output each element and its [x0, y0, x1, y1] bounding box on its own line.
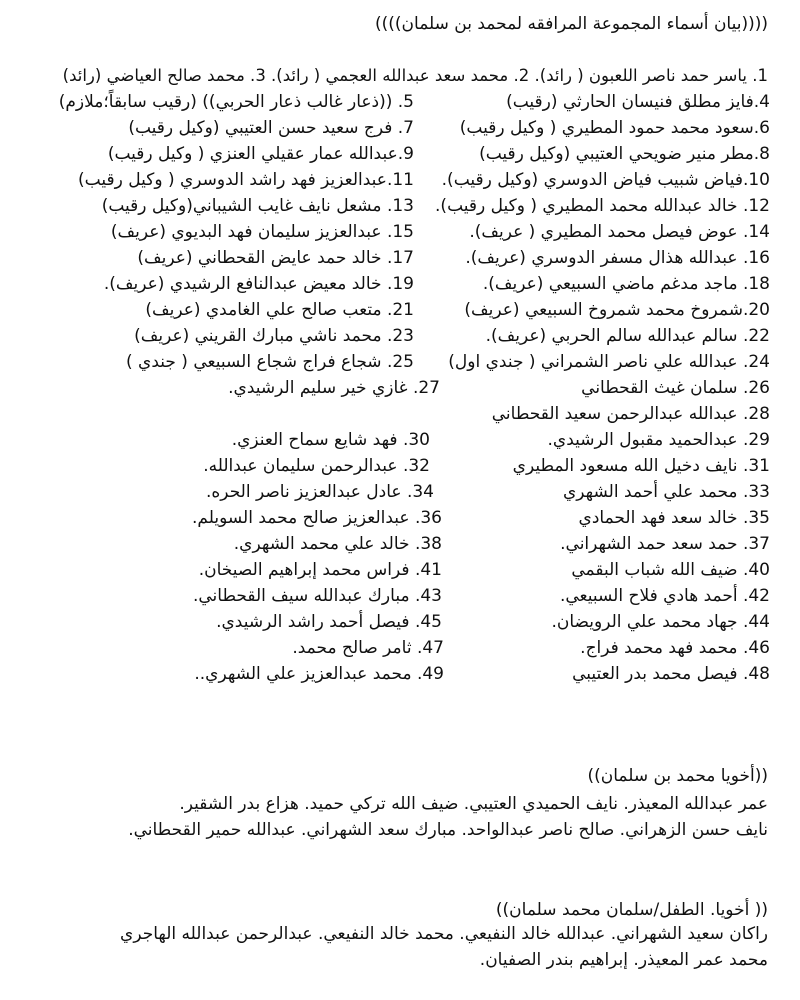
list-item: 47. ثامر صالح محمد. — [292, 638, 444, 658]
list-item: 45. فيصل أحمد راشد الرشيدي. — [216, 612, 442, 632]
list-item: 9.عبدالله عمار عقيلي العنزي ( وكيل رقيب) — [107, 144, 414, 164]
list-item: 4.فايز مطلق فنيسان الحارثي (رقيب) — [506, 92, 770, 112]
list-item: 44. جهاد محمد علي الرويضان. — [551, 612, 770, 632]
list-item: 36. عبدالعزيز صالح محمد السويلم. — [192, 508, 442, 528]
list-item: 42. أحمد هادي فلاح السبيعي. — [559, 586, 770, 606]
list-item: 25. شجاع فراج شجاع السبيعي ( جندي ) — [126, 352, 414, 372]
section-title: (( أخويا. الطفل/سلمان محمد سلمان)) — [495, 900, 768, 920]
list-item: 41. فراس محمد إبراهيم الصيخان. — [198, 560, 442, 580]
list-item: 38. خالد علي محمد الشهري. — [233, 534, 442, 554]
list-item: 24. عبدالله علي ناصر الشمراني ( جندي اول) — [448, 352, 770, 372]
list-item: 13. مشعل نايف غايب الشيباني(وكيل رقيب) — [101, 196, 414, 216]
list-item: 43. مبارك عبدالله سيف القحطاني. — [192, 586, 442, 606]
list-item: 46. محمد فهد محمد فراج. — [580, 638, 770, 658]
list-item: 30. فهد شايع سماح العنزي. — [231, 430, 430, 450]
list-item: 28. عبدالله عبدالرحمن سعيد القحطاني — [491, 404, 770, 424]
list-item: 18. ماجد مدغم ماضي السبيعي (عريف). — [482, 274, 770, 294]
list-row-1: 1. ياسر حمد ناصر اللعبون ( رائد). 2. محمد سعد عبدالله العجمي ( رائد). 3. محمد صالح العياضي (رائد) — [62, 66, 768, 85]
list-item: 10.فياض شبيب فياض الدوسري (وكيل رقيب). — [441, 170, 770, 190]
list-item: 7. فرج سعيد حسن العتيبي (وكيل رقيب) — [128, 118, 414, 138]
names-line: محمد عمر المعيذر. إبراهيم بندر الصفيان. — [479, 950, 768, 970]
list-item: 8.مطر منير ضويحي العتيبي (وكيل رقيب) — [479, 144, 770, 164]
list-item: 35. خالد سعد فهد الحمادي — [578, 508, 770, 528]
list-item: 11.عبدالعزيز فهد راشد الدوسري ( وكيل رقيب) — [78, 170, 414, 190]
list-item: 17. خالد حمد عايض القحطاني (عريف) — [137, 248, 414, 268]
section-title: ((أخويا محمد بن سلمان)) — [587, 766, 768, 786]
list-item: 6.سعود محمد حمود المطيري ( وكيل رقيب) — [459, 118, 770, 138]
list-item: 34. عادل عبدالعزيز ناصر الحره. — [206, 482, 434, 502]
list-item: 5. ((ذعار غالب ذعار الحربي)) (رقيب سابقاً؛ملازم) — [58, 92, 414, 112]
list-item: 49. محمد عبدالعزيز علي الشهري.. — [194, 664, 444, 684]
list-item: 21. متعب صالح علي الغامدي (عريف) — [145, 300, 414, 320]
list-item: 26. سلمان غيث القحطاني — [581, 378, 770, 398]
names-line: راكان سعيد الشهراني. عبدالله خالد النفيعي. محمد خالد النفيعي. عبدالرحمن عبدالله الهاجري — [120, 924, 768, 944]
list-item: 37. حمد سعد حمد الشهراني. — [560, 534, 770, 554]
list-item: 48. فيصل محمد بدر العتيبي — [572, 664, 770, 684]
names-line: نايف حسن الزهراني. صالح ناصر عبدالواحد. مبارك سعد الشهراني. عبدالله حمير القحطاني. — [128, 820, 768, 840]
list-item: 23. محمد ناشي مبارك القريني (عريف) — [134, 326, 414, 346]
list-item: 29. عبدالحميد مقبول الرشيدي. — [547, 430, 770, 450]
list-item: 27. غازي خير سليم الرشيدي. — [228, 378, 440, 398]
list-item: 12. خالد عبدالله محمد المطيري ( وكيل رقيب). — [435, 196, 770, 216]
names-line: عمر عبدالله المعيذر. نايف الحميدي العتيبي. ضيف الله تركي حميد. هزاع بدر الشقير. — [179, 794, 768, 814]
list-item: 15. عبدالعزيز سليمان فهد البديوي (عريف) — [110, 222, 414, 242]
list-item: 40. ضيف الله شباب البقمي — [571, 560, 770, 580]
list-item: 19. خالد معيض عبدالنافع الرشيدي (عريف). — [103, 274, 414, 294]
list-item: 31. نايف دخيل الله مسعود المطيري — [512, 456, 770, 476]
list-item: 14. عوض فيصل محمد المطيري ( عريف). — [469, 222, 770, 242]
list-item: 33. محمد علي أحمد الشهري — [562, 482, 770, 502]
list-item: 20.شمروخ محمد شمروخ السبيعي (عريف) — [464, 300, 770, 320]
page-title: ((((بيان أسماء المجموعة المرافقه لمحمد بن سلمان)))) — [375, 14, 768, 34]
list-item: 16. عبدالله هذال مسفر الدوسري (عريف). — [465, 248, 770, 268]
list-item: 22. سالم عبدالله سالم الحربي (عريف). — [485, 326, 770, 346]
list-item: 32. عبدالرحمن سليمان عبدالله. — [203, 456, 430, 476]
